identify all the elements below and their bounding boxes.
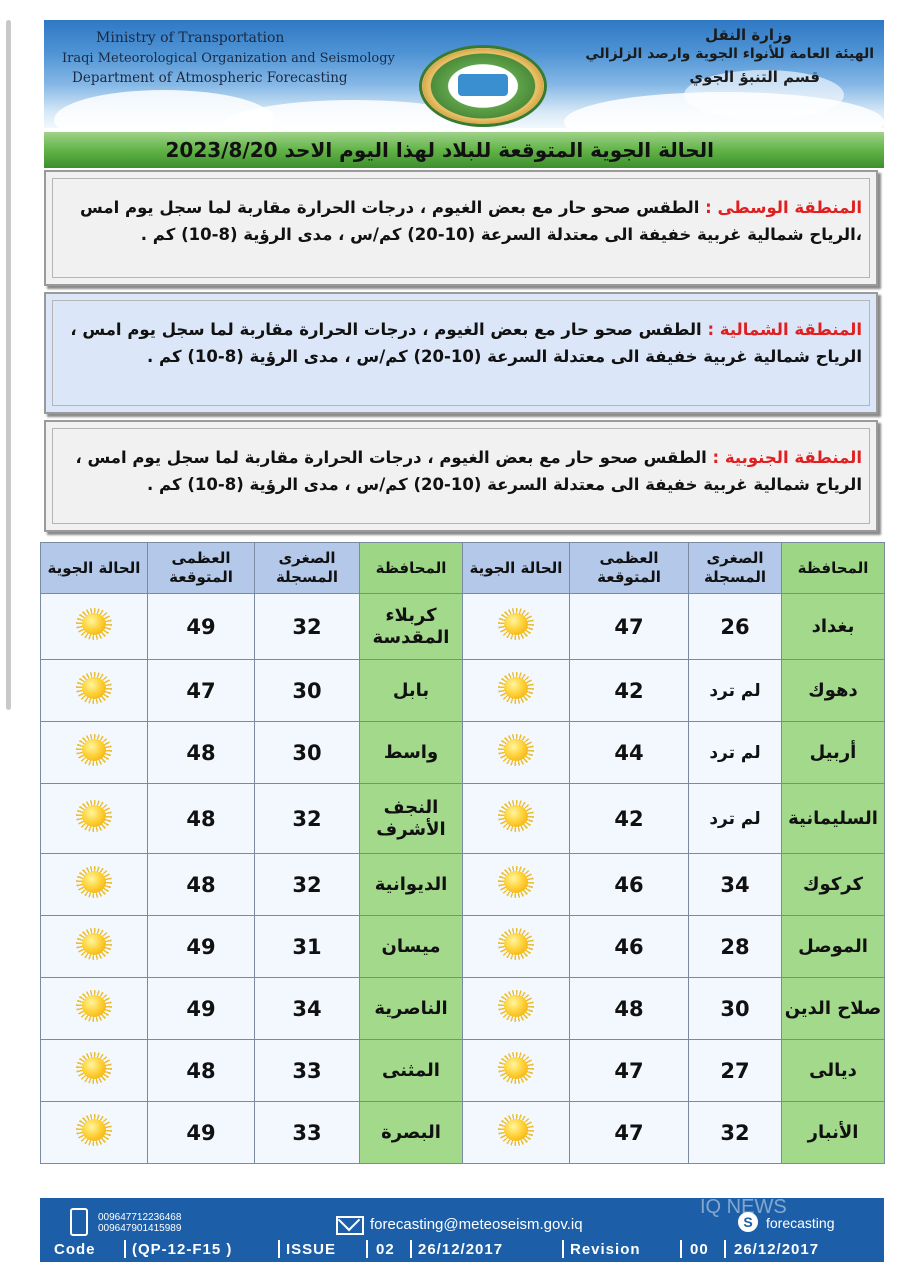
- table-row: [41, 594, 885, 660]
- governorate-cell: النجف الأشرف: [360, 784, 463, 854]
- governorate-cell: المثنى: [360, 1040, 463, 1102]
- weather-state-cell: [463, 1102, 570, 1164]
- max-temp-cell: 48: [570, 978, 689, 1040]
- header-min-right: الصغرى المسجلة: [689, 543, 782, 594]
- organization-en: Iraqi Meteorological Organization and Seismology: [62, 51, 395, 66]
- title-bar: [44, 132, 884, 168]
- document-code-bar: [40, 1240, 884, 1260]
- weather-state-cell: [41, 854, 148, 916]
- header-state-left: الحالة الجوية: [41, 543, 148, 594]
- min-temp-cell: 27: [689, 1040, 782, 1102]
- max-temp-cell: 44: [570, 722, 689, 784]
- sun-icon: [74, 1051, 114, 1085]
- header-gov-left: المحافظة: [360, 543, 463, 594]
- min-temp-cell: 32: [255, 784, 360, 854]
- min-temp-cell: 32: [255, 854, 360, 916]
- page-title: الحالة الجوية المتوقعة للبلاد لهذا اليوم الاحد 2023/8/20: [165, 138, 714, 162]
- header-gov-right: المحافظة: [782, 543, 885, 594]
- min-temp-cell: 32: [255, 594, 360, 660]
- weather-state-cell: [41, 916, 148, 978]
- region-south-text: المنطقة الجنوبية : الطقس صحو حار مع بعض الغيوم ، درجات الحرارة مقاربة لما سجل يوم امس ، الرياح شمالية غربية خفيفة الى معتدلة السرعة (10-20) كم/س ، مدى الرؤية (8-10) كم .: [75, 448, 862, 494]
- phone-number: 009647712236468: [98, 1212, 182, 1223]
- min-temp-cell: 34: [255, 978, 360, 1040]
- table-row: [41, 1102, 885, 1164]
- table-row: [41, 722, 885, 784]
- max-temp-cell: 48: [148, 1040, 255, 1102]
- issue-date: 26/12/2017: [418, 1241, 504, 1258]
- min-temp-cell: لم ترد: [689, 784, 782, 854]
- max-temp-cell: 47: [570, 1102, 689, 1164]
- governorate-cell: الموصل: [782, 916, 885, 978]
- organization-ar: الهيئة العامة للأنواء الجوية وارصد الزلزالي: [585, 46, 874, 62]
- max-temp-cell: 49: [148, 1102, 255, 1164]
- issue-number: 02: [376, 1241, 395, 1258]
- min-temp-cell: لم ترد: [689, 660, 782, 722]
- max-temp-cell: 47: [570, 594, 689, 660]
- header-max-left: العظمى المتوقعة: [148, 543, 255, 594]
- sun-icon: [496, 799, 536, 833]
- governorate-cell: الديوانية: [360, 854, 463, 916]
- weather-state-cell: [463, 978, 570, 1040]
- revision-number: 00: [690, 1241, 709, 1258]
- governorate-cell: ديالى: [782, 1040, 885, 1102]
- max-temp-cell: 49: [148, 916, 255, 978]
- table-row: [41, 916, 885, 978]
- department-en: Department of Atmospheric Forecasting: [72, 70, 348, 86]
- min-temp-cell: 34: [689, 854, 782, 916]
- table-row: [41, 660, 885, 722]
- min-temp-cell: 26: [689, 594, 782, 660]
- region-south: [44, 420, 878, 532]
- weather-state-cell: [463, 854, 570, 916]
- min-temp-cell: 33: [255, 1040, 360, 1102]
- governorate-cell: بابل: [360, 660, 463, 722]
- governorate-cell: كربلاء المقدسة: [360, 594, 463, 660]
- sun-icon: [496, 927, 536, 961]
- sun-icon: [74, 799, 114, 833]
- table-header-row: [41, 543, 885, 594]
- max-temp-cell: 49: [148, 978, 255, 1040]
- min-temp-cell: 28: [689, 916, 782, 978]
- sun-icon: [74, 927, 114, 961]
- region-north-label: المنطقة الشمالية :: [707, 320, 862, 339]
- max-temp-cell: 47: [148, 660, 255, 722]
- header-max-right: العظمى المتوقعة: [570, 543, 689, 594]
- min-temp-cell: لم ترد: [689, 722, 782, 784]
- max-temp-cell: 46: [570, 916, 689, 978]
- mail-icon: [336, 1216, 364, 1235]
- max-temp-cell: 48: [148, 784, 255, 854]
- sun-icon: [496, 733, 536, 767]
- governorate-cell: دهوك: [782, 660, 885, 722]
- header-banner: [44, 20, 884, 128]
- phone-icon: [70, 1208, 88, 1236]
- code-value: (QP-12-F15 ): [132, 1241, 233, 1258]
- region-south-label: المنطقة الجنوبية :: [712, 448, 862, 467]
- table-row: [41, 784, 885, 854]
- governorate-cell: صلاح الدين: [782, 978, 885, 1040]
- weather-state-cell: [463, 660, 570, 722]
- sun-icon: [74, 733, 114, 767]
- sun-icon: [74, 607, 114, 641]
- governorate-cell: كركوك: [782, 854, 885, 916]
- max-temp-cell: 48: [148, 854, 255, 916]
- vertical-scrollbar[interactable]: [6, 20, 11, 710]
- max-temp-cell: 46: [570, 854, 689, 916]
- sun-icon: [496, 989, 536, 1023]
- ministry-en: Ministry of Transportation: [96, 30, 285, 46]
- region-central-label: المنطقة الوسطى :: [705, 198, 862, 217]
- min-temp-cell: 32: [689, 1102, 782, 1164]
- email-address[interactable]: forecasting@meteoseism.gov.iq: [370, 1216, 583, 1233]
- weather-state-cell: [463, 722, 570, 784]
- forecast-table: [40, 542, 885, 1164]
- weather-state-cell: [41, 1102, 148, 1164]
- max-temp-cell: 47: [570, 1040, 689, 1102]
- max-temp-cell: 42: [570, 784, 689, 854]
- weather-state-cell: [41, 1040, 148, 1102]
- weather-state-cell: [41, 660, 148, 722]
- revision-date: 26/12/2017: [734, 1241, 820, 1258]
- table-row: [41, 978, 885, 1040]
- governorate-cell: الناصرية: [360, 978, 463, 1040]
- ministry-ar: وزارة النقل: [705, 26, 792, 44]
- min-temp-cell: 31: [255, 916, 360, 978]
- min-temp-cell: 30: [255, 660, 360, 722]
- department-ar: قسم التنبؤ الجوي: [689, 68, 820, 86]
- phone-number: 009647901415989: [98, 1223, 182, 1234]
- region-central-text: المنطقة الوسطى : الطقس صحو حار مع بعض الغيوم ، درجات الحرارة مقاربة لما سجل يوم امس ،الرياح شمالية غربية خفيفة الى معتدلة السرعة (10-20) كم/س ، مدى الرؤية (8-10) كم .: [80, 198, 862, 244]
- weather-state-cell: [463, 916, 570, 978]
- table-row: [41, 854, 885, 916]
- max-temp-cell: 48: [148, 722, 255, 784]
- weather-state-cell: [41, 978, 148, 1040]
- sun-icon: [496, 865, 536, 899]
- code-label: Code: [54, 1241, 96, 1258]
- region-north: [44, 292, 878, 414]
- min-temp-cell: 30: [255, 722, 360, 784]
- governorate-cell: أربيل: [782, 722, 885, 784]
- region-central: [44, 170, 878, 286]
- governorate-cell: البصرة: [360, 1102, 463, 1164]
- governorate-cell: بغداد: [782, 594, 885, 660]
- phone-numbers: [98, 1212, 181, 1234]
- sun-icon: [74, 865, 114, 899]
- min-temp-cell: 30: [689, 978, 782, 1040]
- issue-label: ISSUE: [286, 1241, 337, 1258]
- watermark: IQ NEWS: [700, 1196, 787, 1218]
- governorate-cell: الأنبار: [782, 1102, 885, 1164]
- header-min-left: الصغرى المسجلة: [255, 543, 360, 594]
- sun-icon: [496, 671, 536, 705]
- governorate-cell: ميسان: [360, 916, 463, 978]
- skype-handle: forecasting: [766, 1215, 835, 1231]
- weather-state-cell: [463, 1040, 570, 1102]
- revision-label: Revision: [570, 1241, 641, 1258]
- organization-logo: [419, 45, 547, 127]
- sun-icon: [496, 1113, 536, 1147]
- governorate-cell: واسط: [360, 722, 463, 784]
- sun-icon: [74, 989, 114, 1023]
- sun-icon: [74, 671, 114, 705]
- skype-icon: S: [738, 1212, 758, 1232]
- weather-state-cell: [463, 594, 570, 660]
- sun-icon: [496, 1051, 536, 1085]
- weather-state-cell: [41, 594, 148, 660]
- max-temp-cell: 42: [570, 660, 689, 722]
- weather-state-cell: [41, 722, 148, 784]
- sun-icon: [74, 1113, 114, 1147]
- sun-icon: [496, 607, 536, 641]
- weather-state-cell: [463, 784, 570, 854]
- governorate-cell: السليمانية: [782, 784, 885, 854]
- region-north-text: المنطقة الشمالية : الطقس صحو حار مع بعض الغيوم ، درجات الحرارة مقاربة لما سجل يوم امس ، الرياح شمالية غربية خفيفة الى معتدلة السرعة (10-20) كم/س ، مدى الرؤية (8-10) كم .: [70, 320, 862, 366]
- table-row: [41, 1040, 885, 1102]
- weather-state-cell: [41, 784, 148, 854]
- header-state-right: الحالة الجوية: [463, 543, 570, 594]
- min-temp-cell: 33: [255, 1102, 360, 1164]
- max-temp-cell: 49: [148, 594, 255, 660]
